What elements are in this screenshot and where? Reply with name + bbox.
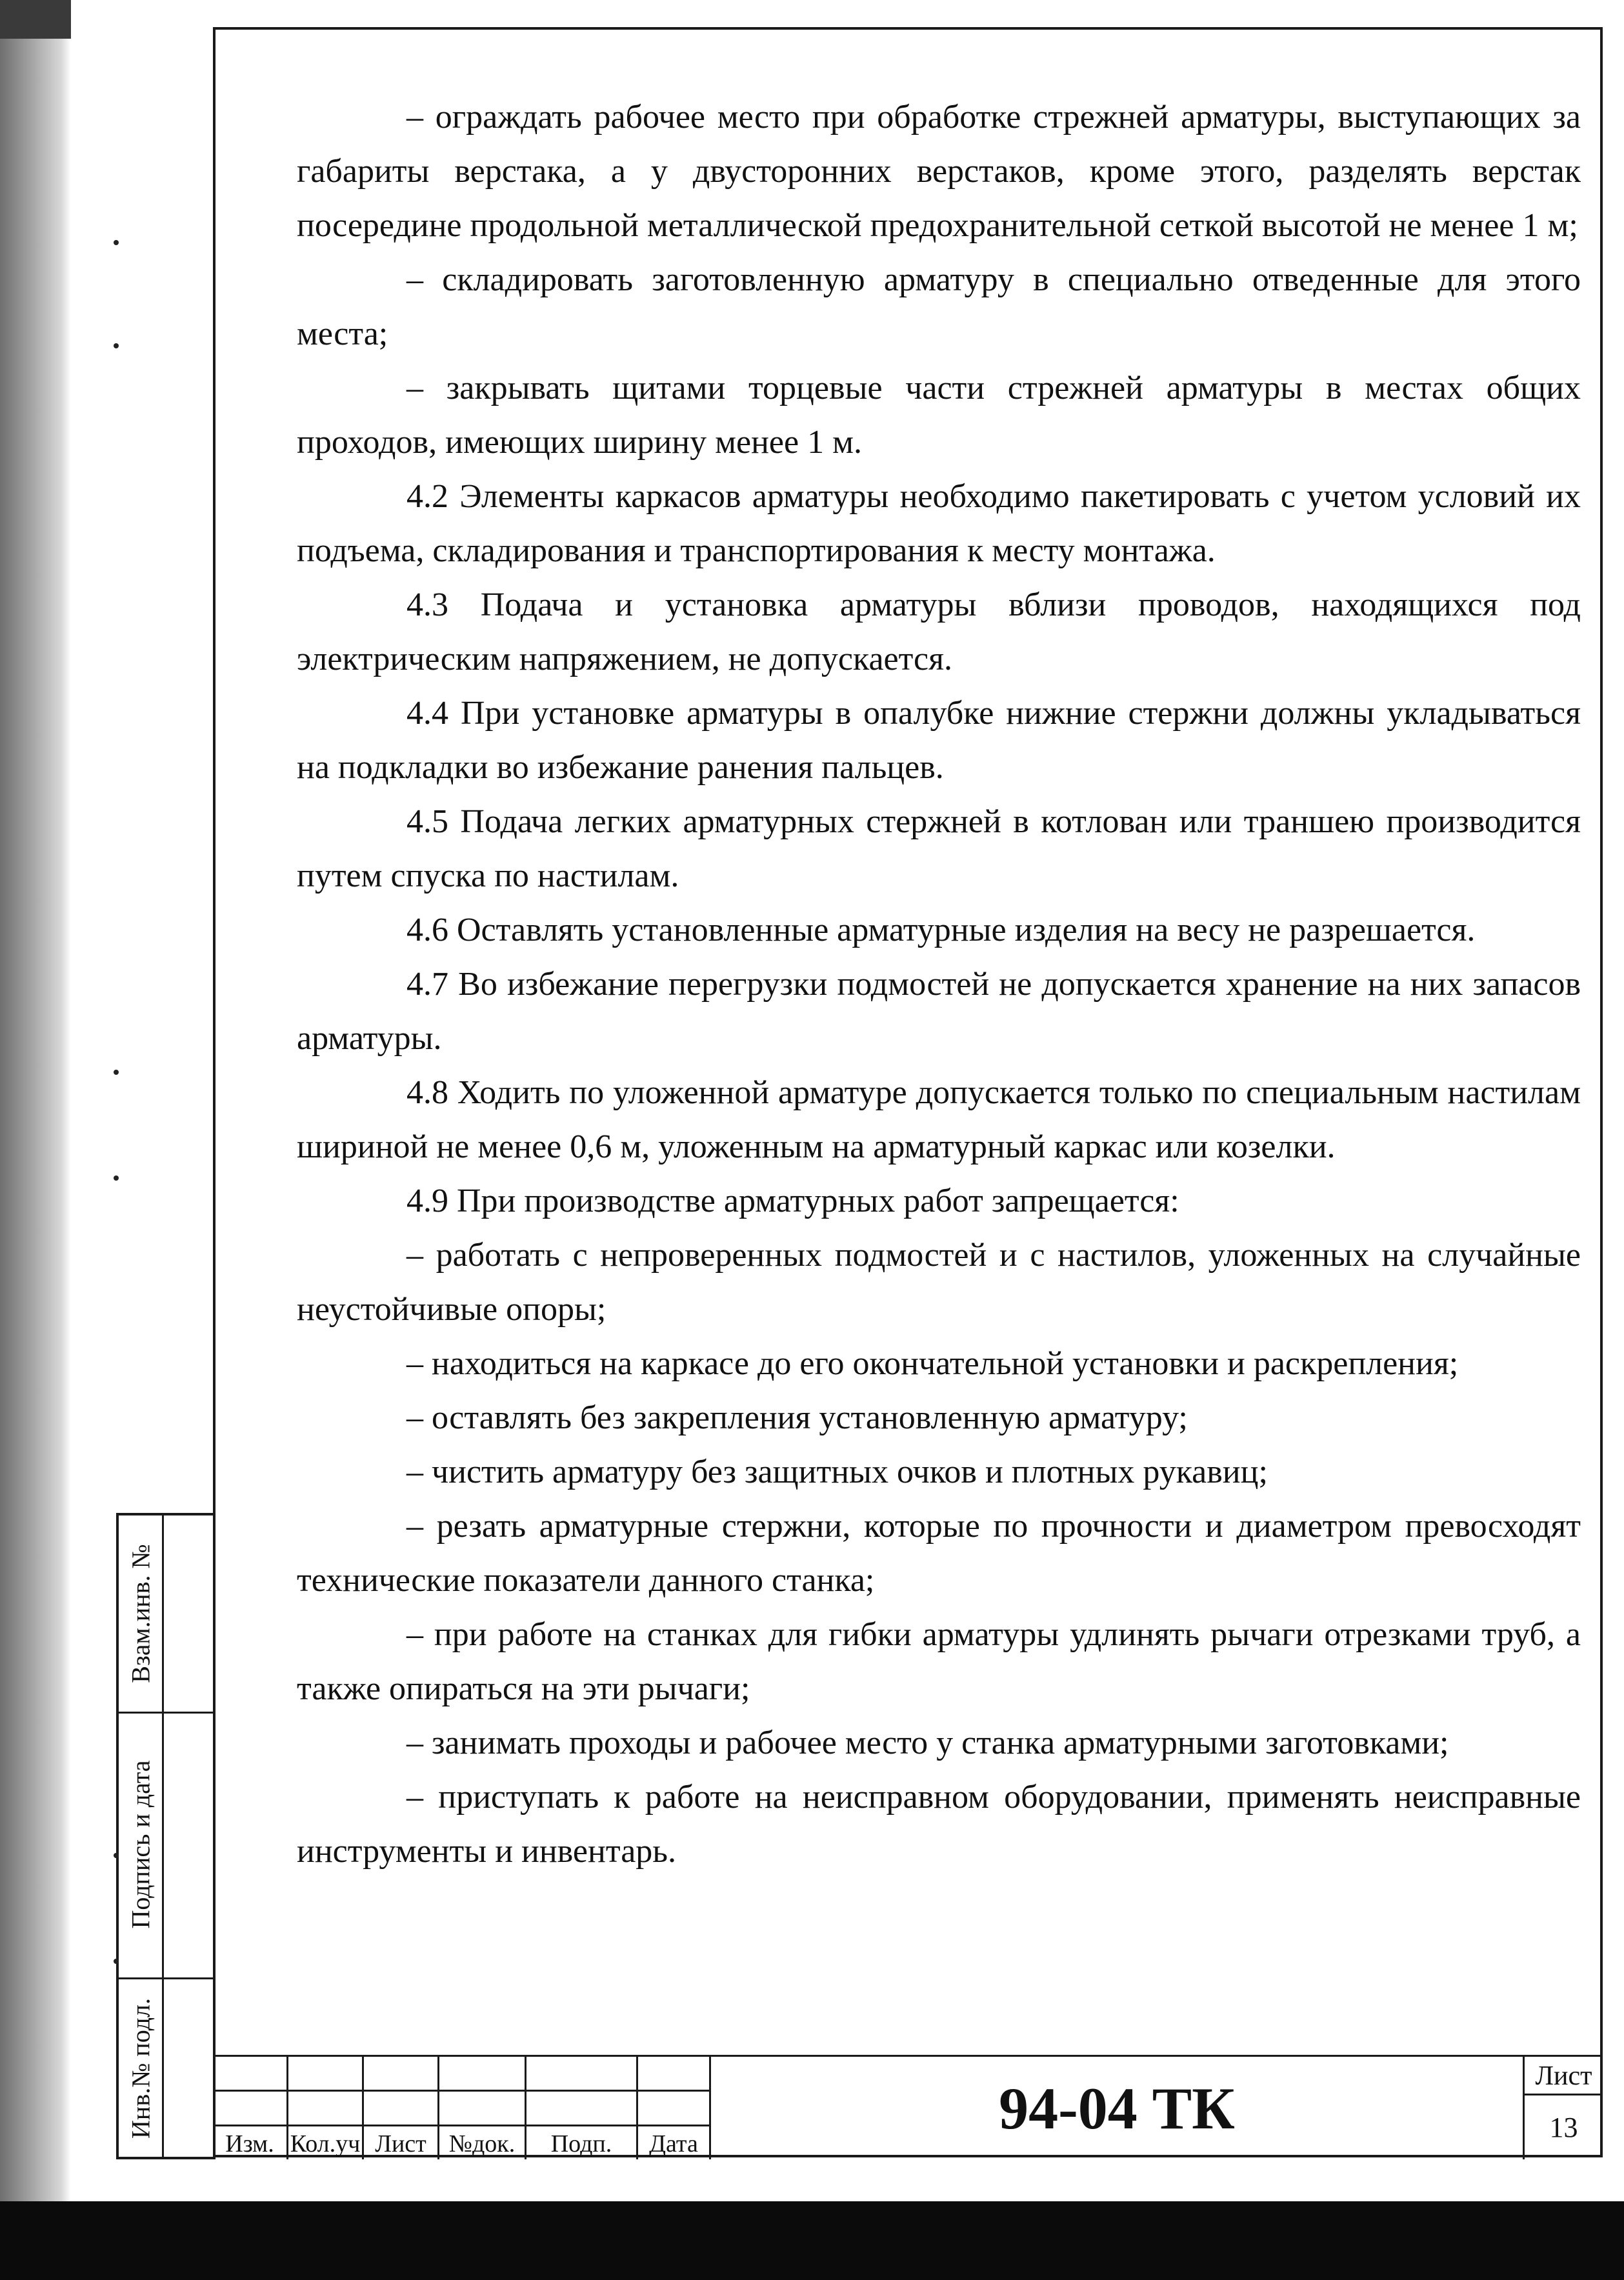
title-block-cell xyxy=(288,2055,364,2090)
column-izm: Изм. xyxy=(213,2125,288,2159)
scan-left-edge xyxy=(0,0,71,2201)
side-label-vzam-inv: Взам.инв. № xyxy=(126,1544,155,1683)
paragraph: – складировать заготовленную арматуру в специально отведенные для этого места; xyxy=(297,261,1581,352)
title-block-cell xyxy=(439,2055,526,2090)
paragraph: – ограждать рабочее место при обработке стрежней арматуры, выступающих за габариты верстака, а у двусторонних верстаков, кроме этого, разделять верстак посередине продольной металлической предохранительной сеткой высотой не менее 1 м; xyxy=(297,99,1581,244)
scan-speck xyxy=(114,1070,119,1075)
scan-speck xyxy=(114,1175,119,1181)
side-field-podpis-data xyxy=(119,1712,164,1977)
sheet-number: 13 xyxy=(1549,2112,1578,2143)
side-label-podpis-data: Подпись и дата xyxy=(126,1760,155,1929)
paragraph: – работать с непроверенных подмостей и с настилов, уложенных на случайные неустойчивые опоры; xyxy=(297,1237,1581,1328)
paragraph: – оставлять без закрепления установленную арматуру; xyxy=(406,1399,1188,1436)
title-block xyxy=(213,2055,1603,2159)
paragraph: – занимать проходы и рабочее место у станка арматурными заготовками; xyxy=(406,1725,1449,1761)
paragraph: – чистить арматуру без защитных очков и плотных рукавиц; xyxy=(406,1454,1268,1490)
paragraph: 4.5 Подача легких арматурных стержней в котлован или траншею производится путем спуска по настилам. xyxy=(297,803,1581,894)
paragraph: 4.7 Во избежание перегрузки подмостей не допускается хранение на них запасов арматуры. xyxy=(297,966,1581,1057)
paragraph: – приступать к работе на неисправном оборудовании, применять неисправные инструменты и инвентарь. xyxy=(297,1779,1581,1870)
paragraph: – находиться на каркасе до его окончательной установки и раскрепления; xyxy=(406,1345,1459,1382)
title-block-cell xyxy=(638,2055,711,2090)
paragraph: 4.2 Элементы каркасов арматуры необходимо пакетировать с учетом условий их подъема, складирования и транспортирования к месту монтажа. xyxy=(297,478,1581,569)
scan-speck xyxy=(114,343,119,348)
scan-corner-shadow xyxy=(0,0,71,39)
paragraph: – при работе на станках для гибки арматуры удлинять рычаги отрезками труб, а также опираться на эти рычаги; xyxy=(297,1616,1581,1707)
paragraph: – закрывать щитами торцевые части стрежней арматуры в местах общих проходов, имеющих ширину менее 1 м. xyxy=(297,370,1581,461)
paragraph: – резать арматурные стержни, которые по прочности и диаметром превосходят технические показатели данного станка; xyxy=(297,1508,1581,1599)
title-block-cell xyxy=(364,2055,439,2090)
title-block-cell xyxy=(526,2055,638,2090)
side-field-inv-podl xyxy=(119,1977,164,2159)
title-block-cell xyxy=(213,2055,288,2090)
scan-bottom-border xyxy=(0,2201,1624,2280)
title-block-cell xyxy=(364,2090,439,2125)
paragraph: 4.4 При установке арматуры в опалубке нижние стержни должны укладываться на подкладки во избежание ранения пальцев. xyxy=(297,695,1581,786)
paragraph: 4.9 При производстве арматурных работ запрещается: xyxy=(406,1183,1179,1219)
side-stamp xyxy=(116,1513,216,2159)
scan-speck xyxy=(114,1959,119,1964)
title-block-cell xyxy=(213,2090,288,2125)
document-code: 94-04 ТК xyxy=(711,2055,1523,2159)
sheet-label: Лист xyxy=(1525,2057,1603,2095)
side-label-inv-podl: Инв.№ подл. xyxy=(126,1998,155,2139)
paragraph: 4.6 Оставлять установленные арматурные изделия на весу не разрешается. xyxy=(406,912,1476,948)
column-data: Дата xyxy=(638,2125,711,2159)
column-ndok: №док. xyxy=(439,2125,526,2159)
column-kol-uch: Кол.уч xyxy=(288,2125,364,2159)
title-block-cell xyxy=(638,2090,711,2125)
column-podp: Подп. xyxy=(526,2125,638,2159)
scan-speck xyxy=(114,240,119,245)
title-block-cell xyxy=(439,2090,526,2125)
column-list: Лист xyxy=(364,2125,439,2159)
title-block-cell xyxy=(288,2090,364,2125)
scan-speck xyxy=(114,1853,119,1858)
sheet-box xyxy=(1523,2055,1603,2159)
paragraph: 4.8 Ходить по уложенной арматуре допускается только по специальным настилам шириной не менее 0,6 м, уложенным на арматурный каркас или козелки. xyxy=(297,1074,1581,1165)
title-block-revision-grid xyxy=(213,2055,711,2159)
document-body xyxy=(297,90,1581,1879)
title-block-cell xyxy=(526,2090,638,2125)
paragraph: 4.3 Подача и установка арматуры вблизи проводов, находящихся под электрическим напряжением, не допускается. xyxy=(297,586,1581,677)
side-field-vzam-inv xyxy=(119,1515,164,1712)
